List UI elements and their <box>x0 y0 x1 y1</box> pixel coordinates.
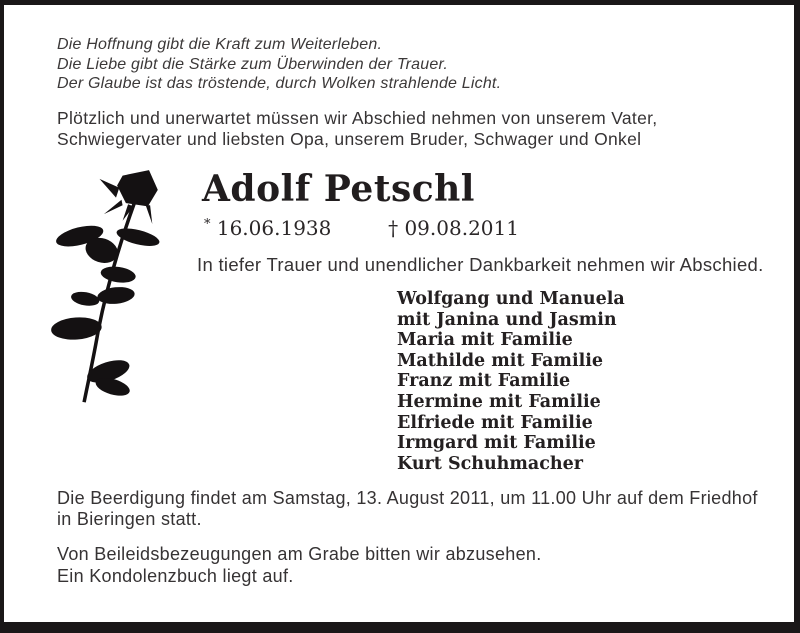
deceased-name: Adolf Petschl <box>202 168 475 210</box>
mourner-name: Elfriede mit Familie <box>397 412 593 433</box>
memorial-verse-line: Die Hoffnung gibt die Kraft zum Weiterleben. <box>57 36 383 53</box>
mourners-list <box>397 289 625 474</box>
condolence-line: Ein Kondolenzbuch liegt auf. <box>57 565 294 586</box>
life-dates <box>204 216 519 240</box>
intro-line: Schwiegervater und liebsten Opa, unserem Bruder, Schwager und Onkel <box>57 129 642 149</box>
memorial-verse-line: Der Glaube ist das tröstende, durch Wolken strahlende Licht. <box>57 75 502 92</box>
intro-paragraph <box>57 108 657 150</box>
birth-symbol: * <box>204 217 211 232</box>
death-symbol: † <box>388 216 399 240</box>
rose-silhouette-icon <box>50 169 160 411</box>
birth-date: 16.06.1938 <box>216 216 332 240</box>
mourner-name: Hermine mit Familie <box>397 391 601 412</box>
death-date: 09.08.2011 <box>404 216 519 240</box>
funeral-info-line: Die Beerdigung findet am Samstag, 13. August 2011, um 11.00 Uhr auf dem Friedhof <box>57 488 758 508</box>
mourner-name: Maria mit Familie <box>397 330 573 351</box>
memorial-verse <box>57 35 501 94</box>
mourning-statement: In tiefer Trauer und unendlicher Dankbarkeit nehmen wir Abschied. <box>197 254 764 275</box>
mourner-name: Kurt Schuhmacher <box>397 453 583 474</box>
mourner-name: Mathilde mit Familie <box>397 350 604 371</box>
funeral-info-line: in Bieringen statt. <box>57 508 202 529</box>
mourner-name: Wolfgang und Manuela <box>397 289 625 309</box>
intro-line: Plötzlich und unerwartet müssen wir Abschied nehmen von unserem Vater, <box>57 108 658 128</box>
mourner-name: mit Janina und Jasmin <box>397 309 617 330</box>
condolence-note <box>57 544 542 587</box>
funeral-info <box>57 488 758 530</box>
memorial-verse-line: Die Liebe gibt die Stärke zum Überwinden der Trauer. <box>57 55 449 73</box>
mourner-name: Franz mit Familie <box>397 371 571 392</box>
condolence-line: Von Beileidsbezeugungen am Grabe bitten wir abzusehen. <box>57 544 542 564</box>
mourner-name: Irmgard mit Familie <box>397 433 596 454</box>
